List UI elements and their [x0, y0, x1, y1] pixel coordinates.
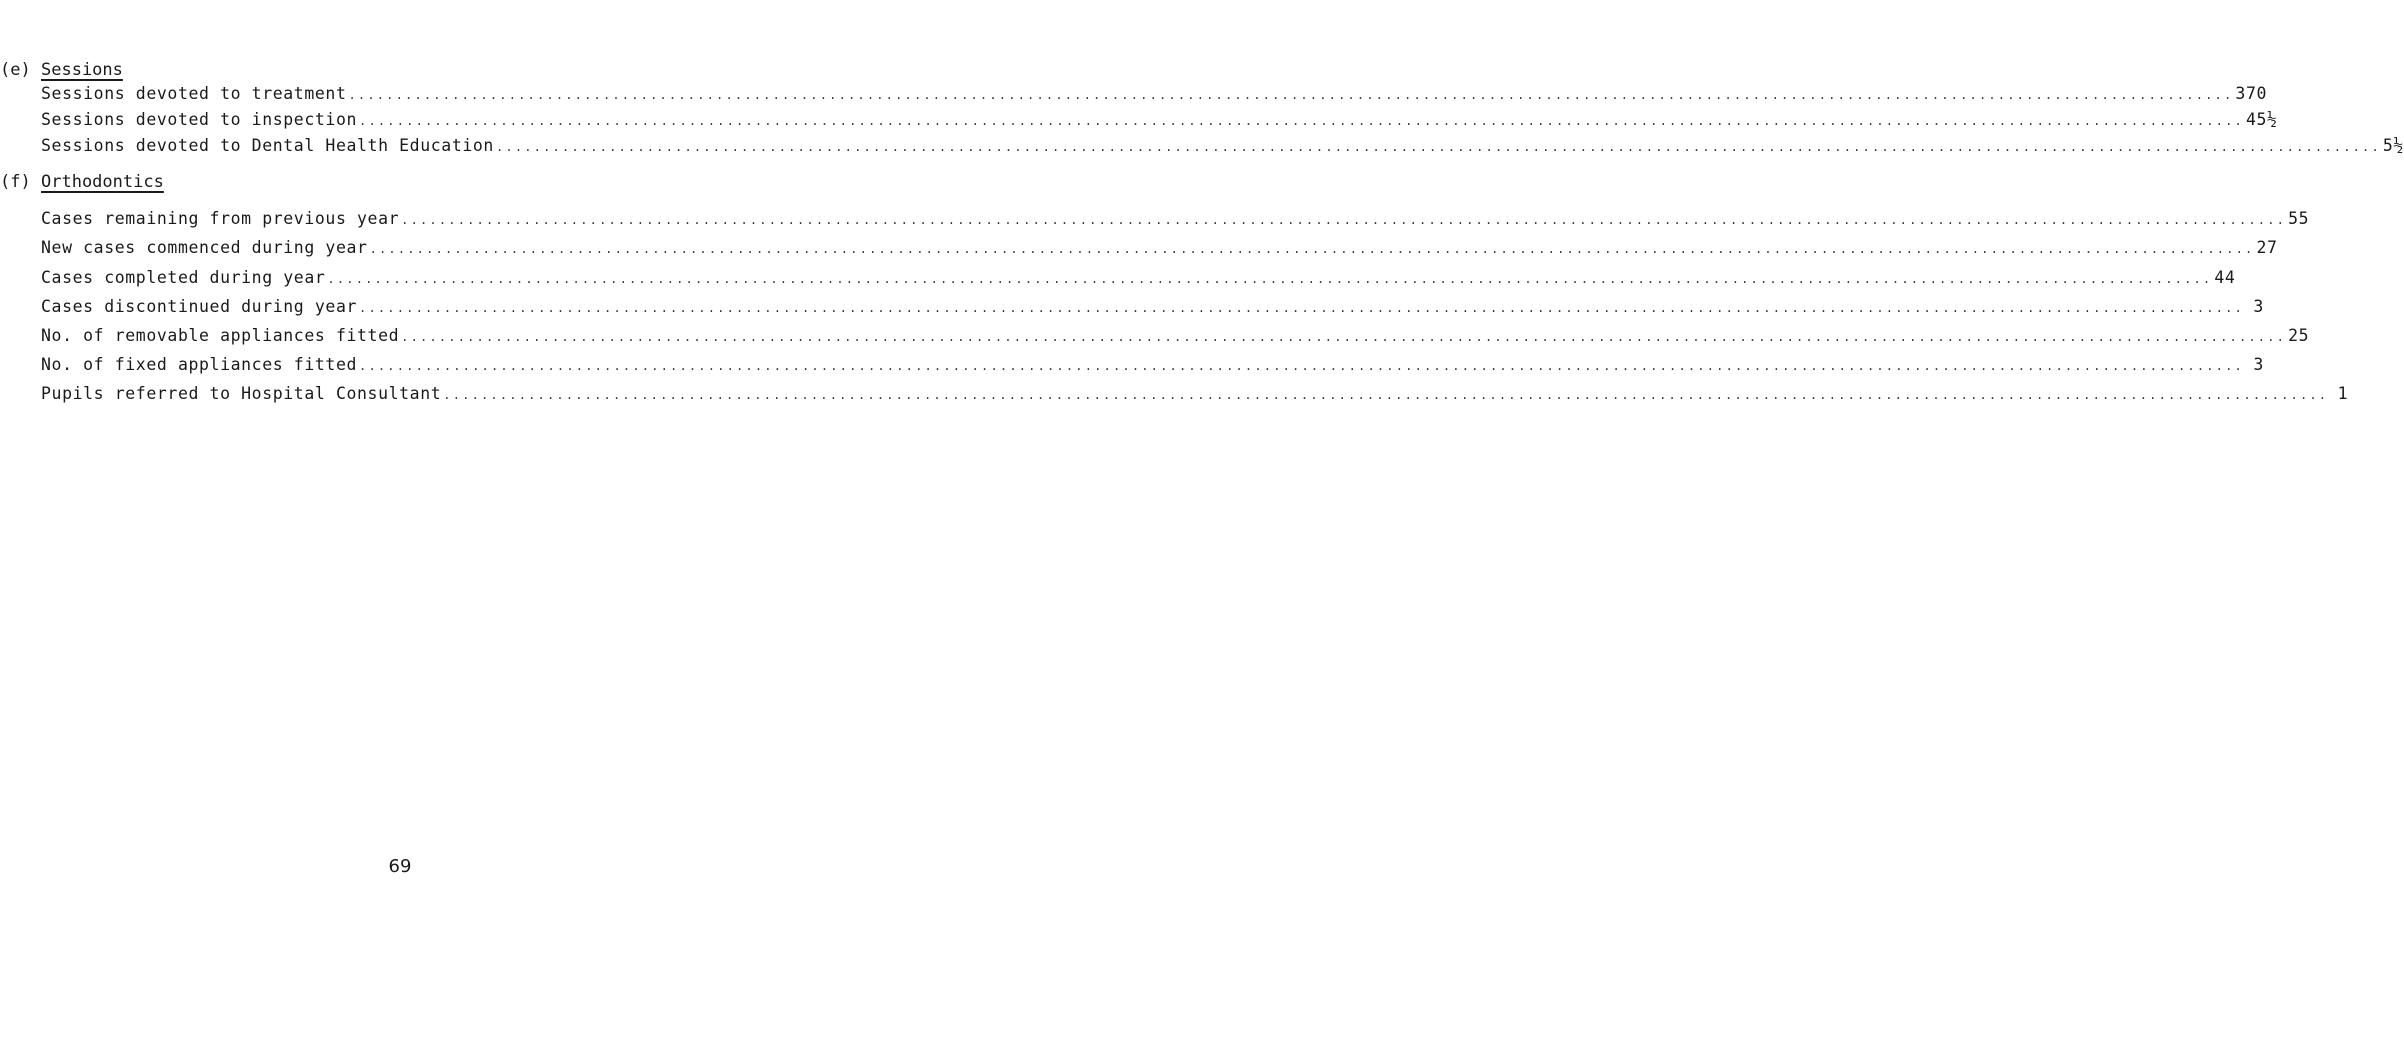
row-label: No. of fixed appliances fitted	[41, 355, 358, 374]
dot-leader: ........................................................................................................................................................................................................	[443, 388, 2329, 402]
dot-leader: ........................................................................................................................................................................................................	[359, 114, 2244, 128]
row-label: Sessions devoted to Dental Health Education	[41, 136, 494, 155]
orthodontics-row	[41, 355, 2264, 374]
sessions-treatment-row	[41, 84, 2268, 103]
dot-leader: ........................................................................................................................................................................................................	[401, 330, 2287, 344]
section-f-header	[0, 172, 164, 192]
row-value: 55	[2288, 209, 2310, 228]
row-label: Sessions devoted to inspection	[41, 110, 358, 129]
section-e-letter: (e)	[0, 60, 31, 80]
row-label: No. of removable appliances fitted	[41, 326, 400, 345]
dot-leader: ........................................................................................................................................................................................................	[327, 272, 2213, 286]
row-value: 5½	[2382, 136, 2404, 155]
dot-leader: ........................................................................................................................................................................................................	[369, 242, 2255, 256]
row-label: Cases completed during year	[41, 268, 326, 287]
section-e-header	[0, 60, 123, 80]
dot-leader: ........................................................................................................................................................................................................	[495, 140, 2381, 154]
row-value: 3	[2253, 355, 2264, 374]
section-f-letter: (f)	[0, 172, 31, 192]
orthodontics-row	[41, 384, 2349, 403]
row-value: 3	[2253, 297, 2264, 316]
orthodontics-row	[41, 268, 2236, 287]
row-label: Cases discontinued during year	[41, 297, 358, 316]
dot-leader: ........................................................................................................................................................................................................	[359, 359, 2244, 373]
page-number: 69	[388, 856, 412, 877]
orthodontics-row	[41, 209, 2310, 228]
row-label: Sessions devoted to treatment	[41, 84, 347, 103]
row-label: New cases commenced during year	[41, 238, 368, 257]
sessions-inspection-row	[41, 110, 2278, 129]
dot-leader: ........................................................................................................................................................................................................	[359, 301, 2244, 315]
row-value: 25	[2288, 326, 2310, 345]
dot-leader: ........................................................................................................................................................................................................	[401, 213, 2287, 227]
sessions-dental-education-row	[41, 136, 2404, 155]
row-value: 1	[2337, 384, 2349, 403]
row-label: Cases remaining from previous year	[41, 209, 400, 228]
section-f-title: Orthodontics	[41, 172, 164, 192]
dot-leader: ........................................................................................................................................................................................................	[348, 88, 2234, 102]
row-value: 44	[2214, 268, 2236, 287]
orthodontics-row	[41, 238, 2278, 257]
row-label: Pupils referred to Hospital Consultant	[41, 384, 442, 403]
orthodontics-row	[41, 297, 2264, 316]
row-value: 370	[2235, 84, 2268, 103]
orthodontics-row	[41, 326, 2310, 345]
row-value: 27	[2256, 238, 2278, 257]
section-e-title: Sessions	[41, 60, 123, 80]
row-value: 45½	[2245, 110, 2278, 129]
